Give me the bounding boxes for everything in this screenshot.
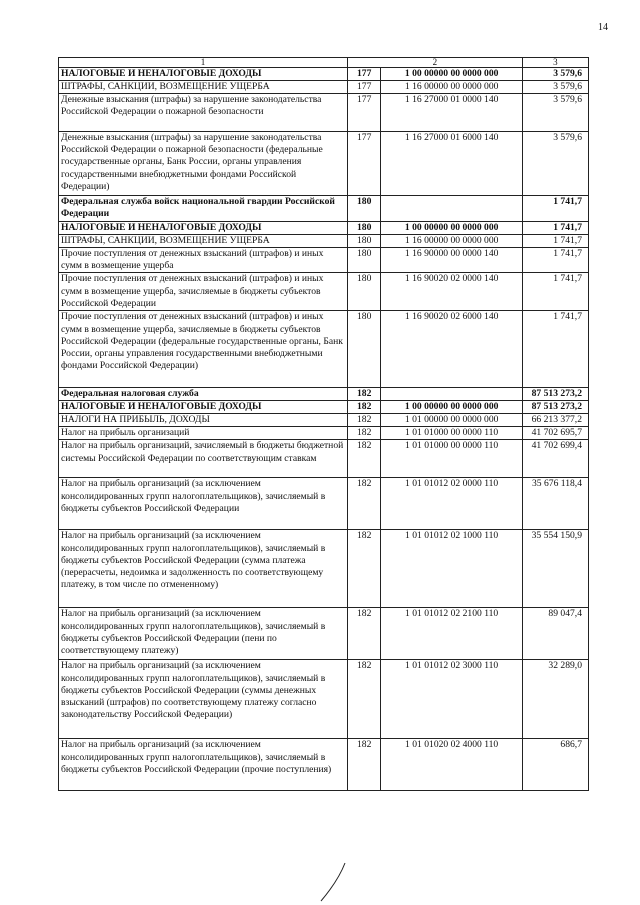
row-admin-code-cell: 182 xyxy=(347,440,381,478)
table-row xyxy=(59,739,589,791)
table-row xyxy=(59,311,589,388)
row-name-cell: Федеральная налоговая служба xyxy=(59,388,348,401)
row-budget-code-cell: 1 00 00000 00 0000 000 xyxy=(381,68,522,81)
row-name-cell: Налог на прибыль организаций (за исключением консолидированных групп налогоплательщиков), зачисляемый в бюджеты субъектов Российской Федерации (пени по соответствующему платежу) xyxy=(59,608,348,660)
row-name-cell: Налог на прибыль организаций xyxy=(59,427,348,440)
row-budget-code-cell: 1 16 27000 01 0000 140 xyxy=(381,94,522,132)
row-name-cell: Прочие поступления от денежных взысканий (штрафов) и иных сумм в возмещение ущерба, зачисляемые в бюджеты субъектов Российской Федерации (федеральные государственные органы, Банк России, органы управления государственными внебюджетными фондами Российской Федерации) xyxy=(59,311,348,388)
row-name-cell: Налог на прибыль организаций (за исключением консолидированных групп налогоплательщиков), зачисляемый в бюджеты субъектов Российской Федерации (суммы денежных взысканий (штрафов) по соответствующему платежу согласно законодательству Российской Федерации) xyxy=(59,660,348,739)
row-amount-cell: 66 213 377,2 xyxy=(522,414,588,427)
table-row xyxy=(59,478,589,530)
row-admin-code-cell: 180 xyxy=(347,196,381,222)
table-row xyxy=(59,440,589,478)
row-budget-code-cell: 1 16 90000 00 0000 140 xyxy=(381,248,522,273)
row-amount-cell: 35 554 150,9 xyxy=(522,530,588,608)
revenue-table xyxy=(58,57,589,791)
row-amount-cell: 87 513 273,2 xyxy=(522,401,588,414)
table-row xyxy=(59,273,589,311)
pen-stroke-mark xyxy=(318,862,348,902)
row-amount-cell: 1 741,7 xyxy=(522,196,588,222)
table-row xyxy=(59,222,589,235)
row-name-cell: Налог на прибыль организаций (за исключением консолидированных групп налогоплательщиков), зачисляемый в бюджеты субъектов Российской Федерации (прочие поступления) xyxy=(59,739,348,791)
column-header-1: 1 xyxy=(59,58,348,68)
row-admin-code-cell: 180 xyxy=(347,248,381,273)
row-name-cell: Денежные взыскания (штрафы) за нарушение законодательства Российской Федерации о пожарной безопасности xyxy=(59,94,348,132)
row-budget-code-cell xyxy=(381,196,522,222)
row-name-cell: Налог на прибыль организаций (за исключением консолидированных групп налогоплательщиков), зачисляемый в бюджеты субъектов Российской Федерации xyxy=(59,478,348,530)
row-admin-code-cell: 182 xyxy=(347,478,381,530)
row-amount-cell: 1 741,7 xyxy=(522,248,588,273)
table-row xyxy=(59,94,589,132)
table-row xyxy=(59,530,589,608)
row-admin-code-cell: 182 xyxy=(347,388,381,401)
table-row xyxy=(59,68,589,81)
row-name-cell: Денежные взыскания (штрафы) за нарушение законодательства Российской Федерации о пожарной безопасности (федеральные государственные органы, Банк России, органы управления государственными внебюджетными фондами Российской Федерации) xyxy=(59,132,348,196)
row-amount-cell: 32 289,0 xyxy=(522,660,588,739)
table-row xyxy=(59,660,589,739)
row-name-cell: НАЛОГОВЫЕ И НЕНАЛОГОВЫЕ ДОХОДЫ xyxy=(59,68,348,81)
row-budget-code-cell: 1 00 00000 00 0000 000 xyxy=(381,401,522,414)
row-amount-cell: 686,7 xyxy=(522,739,588,791)
row-amount-cell: 35 676 118,4 xyxy=(522,478,588,530)
table-row xyxy=(59,401,589,414)
row-admin-code-cell: 180 xyxy=(347,311,381,388)
row-admin-code-cell: 182 xyxy=(347,427,381,440)
row-amount-cell: 41 702 699,4 xyxy=(522,440,588,478)
row-admin-code-cell: 182 xyxy=(347,739,381,791)
row-amount-cell: 89 047,4 xyxy=(522,608,588,660)
column-header-3: 3 xyxy=(522,58,588,68)
row-budget-code-cell: 1 16 90020 02 0000 140 xyxy=(381,273,522,311)
row-amount-cell: 3 579,6 xyxy=(522,132,588,196)
row-admin-code-cell: 177 xyxy=(347,68,381,81)
row-admin-code-cell: 180 xyxy=(347,235,381,248)
row-name-cell: Налог на прибыль организаций, зачисляемый в бюджеты бюджетной системы Российской Федерации по соответствующим ставкам xyxy=(59,440,348,478)
row-budget-code-cell: 1 01 01000 00 0000 110 xyxy=(381,427,522,440)
column-header-2: 2 xyxy=(347,58,522,68)
row-name-cell: Прочие поступления от денежных взысканий (штрафов) и иных сумм в возмещение ущерба xyxy=(59,248,348,273)
row-admin-code-cell: 180 xyxy=(347,222,381,235)
row-name-cell: Федеральная служба войск национальной гвардии Российской Федерации xyxy=(59,196,348,222)
table-row xyxy=(59,414,589,427)
row-name-cell: Прочие поступления от денежных взысканий (штрафов) и иных сумм в возмещение ущерба, зачисляемые в бюджеты субъектов Российской Федерации xyxy=(59,273,348,311)
row-admin-code-cell: 180 xyxy=(347,273,381,311)
row-name-cell: Налог на прибыль организаций (за исключением консолидированных групп налогоплательщиков), зачисляемый в бюджеты субъектов Российской Федерации (сумма платежа (перерасчеты, недоимка и задолженность по соответствующему платежу, в том числе по отмененному) xyxy=(59,530,348,608)
row-admin-code-cell: 177 xyxy=(347,94,381,132)
table-row xyxy=(59,196,589,222)
row-amount-cell: 1 741,7 xyxy=(522,222,588,235)
row-admin-code-cell: 182 xyxy=(347,660,381,739)
row-budget-code-cell: 1 00 00000 00 0000 000 xyxy=(381,222,522,235)
row-amount-cell: 3 579,6 xyxy=(522,94,588,132)
row-admin-code-cell: 182 xyxy=(347,401,381,414)
row-budget-code-cell: 1 16 27000 01 6000 140 xyxy=(381,132,522,196)
table-header-row xyxy=(59,58,589,68)
row-budget-code-cell: 1 01 01020 02 4000 110 xyxy=(381,739,522,791)
table-row xyxy=(59,132,589,196)
row-amount-cell: 1 741,7 xyxy=(522,273,588,311)
row-budget-code-cell: 1 01 01012 02 0000 110 xyxy=(381,478,522,530)
table-row xyxy=(59,388,589,401)
row-budget-code-cell: 1 01 00000 00 0000 000 xyxy=(381,414,522,427)
row-budget-code-cell: 1 16 90020 02 6000 140 xyxy=(381,311,522,388)
table-row xyxy=(59,608,589,660)
table-row xyxy=(59,81,589,94)
row-name-cell: НАЛОГОВЫЕ И НЕНАЛОГОВЫЕ ДОХОДЫ xyxy=(59,222,348,235)
row-budget-code-cell: 1 01 01012 02 2100 110 xyxy=(381,608,522,660)
row-amount-cell: 41 702 695,7 xyxy=(522,427,588,440)
row-budget-code-cell: 1 01 01012 02 3000 110 xyxy=(381,660,522,739)
row-budget-code-cell: 1 16 00000 00 0000 000 xyxy=(381,235,522,248)
row-name-cell: НАЛОГОВЫЕ И НЕНАЛОГОВЫЕ ДОХОДЫ xyxy=(59,401,348,414)
row-admin-code-cell: 177 xyxy=(347,132,381,196)
row-budget-code-cell: 1 16 00000 00 0000 000 xyxy=(381,81,522,94)
row-name-cell: ШТРАФЫ, САНКЦИИ, ВОЗМЕЩЕНИЕ УЩЕРБА xyxy=(59,235,348,248)
row-admin-code-cell: 177 xyxy=(347,81,381,94)
row-admin-code-cell: 182 xyxy=(347,530,381,608)
row-amount-cell: 3 579,6 xyxy=(522,81,588,94)
table-row xyxy=(59,248,589,273)
row-amount-cell: 3 579,6 xyxy=(522,68,588,81)
row-name-cell: ШТРАФЫ, САНКЦИИ, ВОЗМЕЩЕНИЕ УЩЕРБА xyxy=(59,81,348,94)
row-budget-code-cell: 1 01 01000 00 0000 110 xyxy=(381,440,522,478)
row-amount-cell: 1 741,7 xyxy=(522,235,588,248)
row-name-cell: НАЛОГИ НА ПРИБЫЛЬ, ДОХОДЫ xyxy=(59,414,348,427)
page-number: 14 xyxy=(598,22,608,33)
row-admin-code-cell: 182 xyxy=(347,608,381,660)
row-budget-code-cell xyxy=(381,388,522,401)
row-budget-code-cell: 1 01 01012 02 1000 110 xyxy=(381,530,522,608)
table-row xyxy=(59,235,589,248)
row-amount-cell: 1 741,7 xyxy=(522,311,588,388)
row-admin-code-cell: 182 xyxy=(347,414,381,427)
row-amount-cell: 87 513 273,2 xyxy=(522,388,588,401)
table-row xyxy=(59,427,589,440)
